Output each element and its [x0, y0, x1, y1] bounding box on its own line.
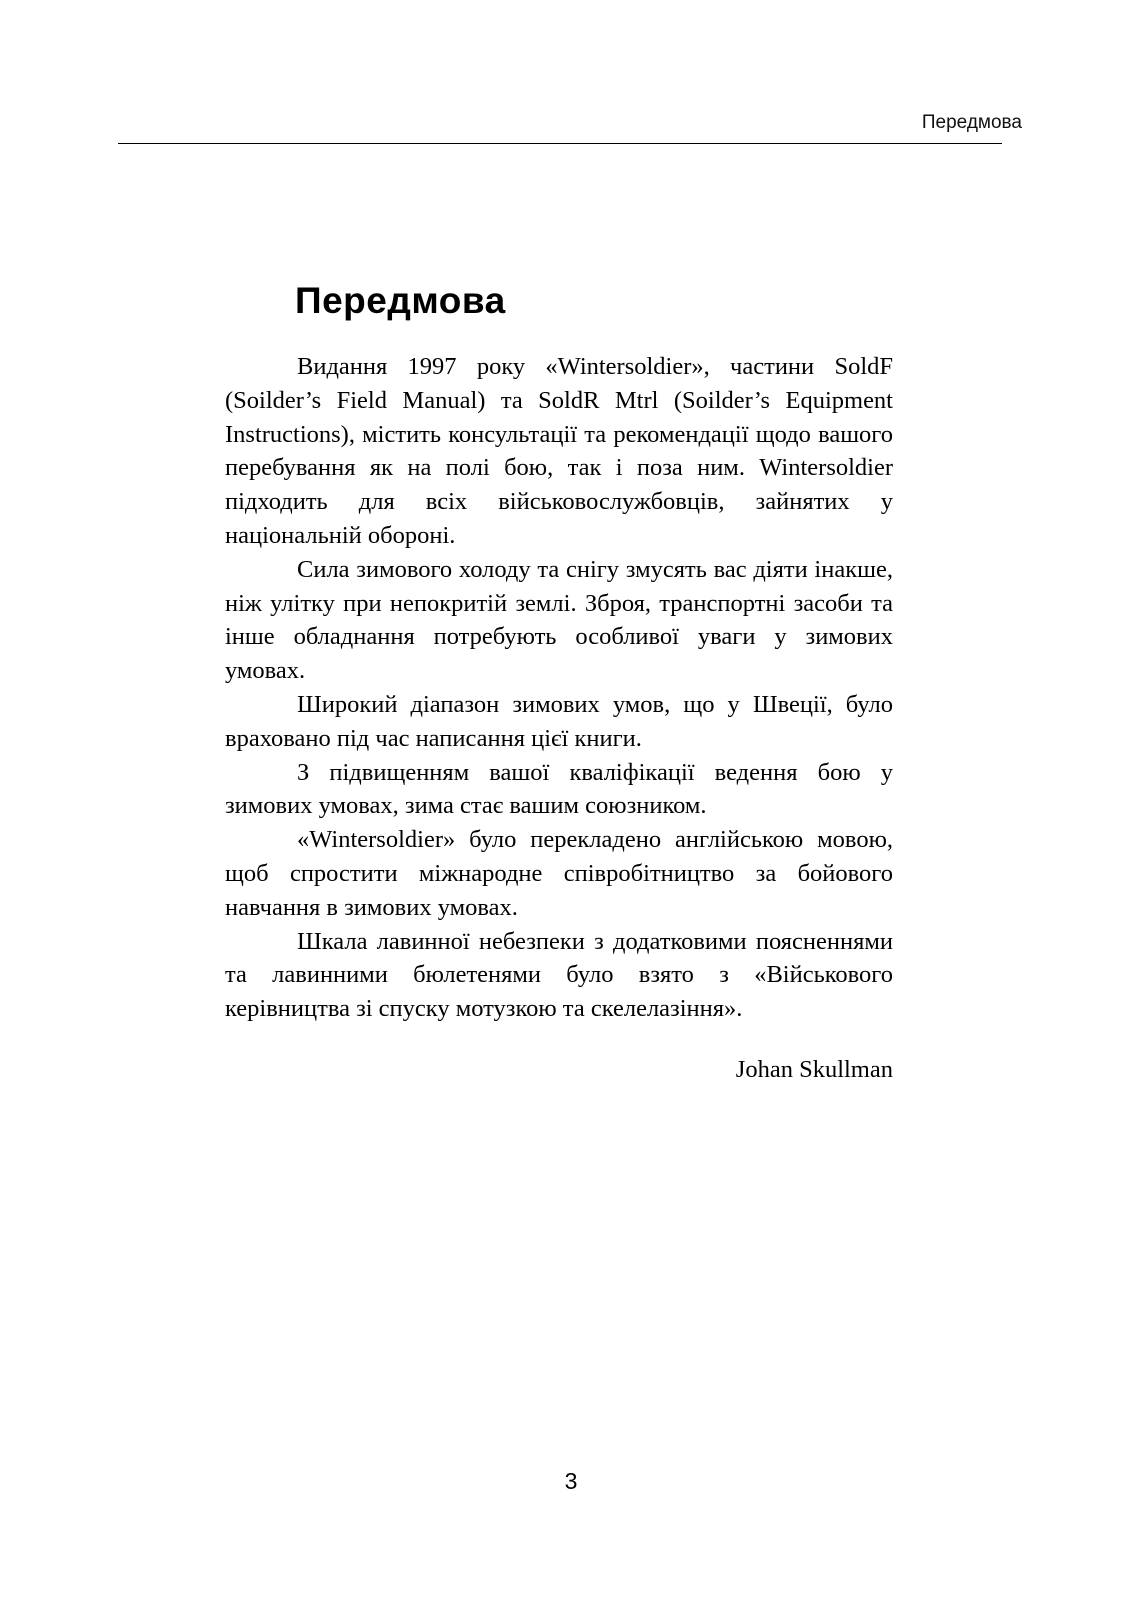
header-rule: [118, 143, 1002, 144]
page-number: 3: [564, 1468, 578, 1494]
paragraph: З підвищенням вашої кваліфікації ведення бою у зимових умовах, зима стає вашим союзником.: [225, 758, 893, 820]
paragraph: «Wintersoldier» було перекладено англійською мовою, щоб спростити міжнародне співробітництво за бойового навчання в зимових умовах.: [225, 826, 893, 921]
paragraph: Шкала лавинної небезпеки з додатковими поясненнями та лавинними бюлетенями було взято з «Військового керівництва зі спуску мотузкою та скелелазіння».: [225, 927, 893, 1023]
paragraph: Видання 1997 року «Wintersoldier», частини SoldF (Soilder’s Field Manual) та SoldR Mtrl (Soilder’s Equipment Instructions), містить консультації та рекомендації щодо вашого перебування як на полі бою, так і поза ним. Wintersoldier підходить для всіх військовослужбовців, зайнятих у національній обороні.: [225, 353, 893, 549]
page-content: [225, 280, 893, 1084]
author-signature: Johan Skullman: [735, 1055, 893, 1083]
paragraph: Сила зимового холоду та снігу змусять вас діяти інакше, ніж улітку при непокритій землі. Зброя, транспортні засоби та інше обладнання потребують особливої уваги у зимових умовах.: [225, 555, 893, 685]
running-header: Передмова: [921, 112, 1022, 133]
page-title: Передмова: [295, 280, 506, 321]
paragraph: Широкий діапазон зимових умов, що у Швеції, було враховано під час написання цієї книги.: [225, 690, 893, 752]
